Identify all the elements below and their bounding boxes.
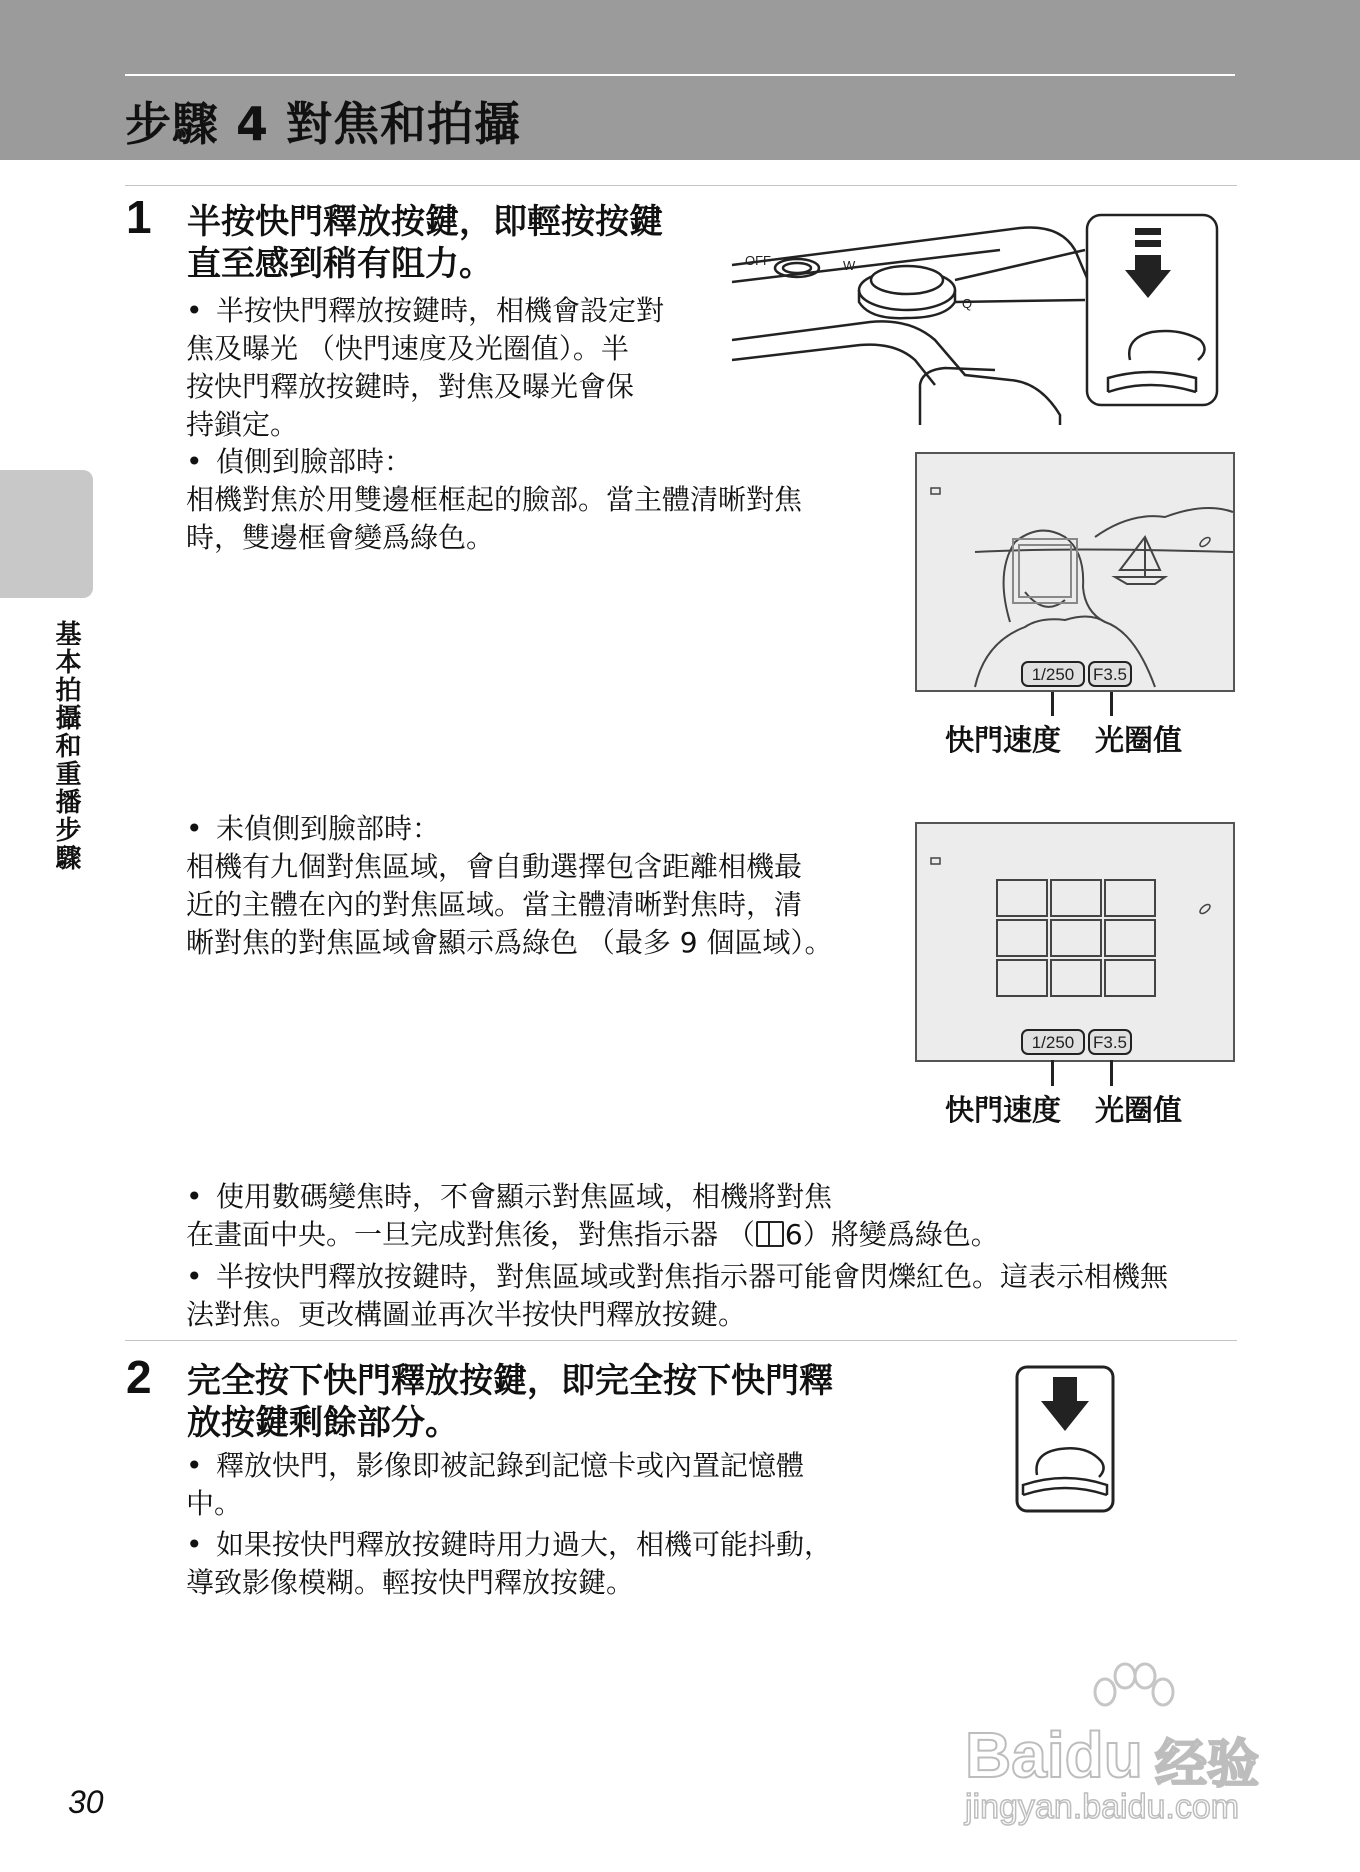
side-tab	[0, 470, 93, 598]
step2-heading	[187, 1360, 833, 1444]
step2-heading-line2: 放按鍵剩餘部分。	[187, 1403, 459, 1443]
full-press-illustration	[1015, 1365, 1115, 1513]
page-title: 步驟 4 對焦和拍攝	[125, 97, 522, 151]
step1-heading-line1: 半按快門釋放按鍵，即輕按按鍵	[187, 202, 663, 242]
camera-q-label: Q	[962, 296, 973, 311]
aperture-caption: 光圈值	[1095, 723, 1183, 757]
page-number: 30	[68, 1784, 104, 1820]
shutter-speed-caption: 快門速度	[945, 723, 1062, 757]
shutter-speed-readout: 1/250	[1031, 665, 1075, 684]
aperture-readout: F3.5	[1092, 1033, 1128, 1052]
bullet-dot: •	[186, 1180, 203, 1213]
nine-area-focus-screen	[915, 822, 1235, 1062]
step2-heading-line1: 完全按下快門釋放按鍵，即完全按下快門釋	[187, 1361, 833, 1401]
watermark-url: jingyan.baidu.com	[965, 1788, 1240, 1826]
bullet-dot: •	[186, 294, 203, 327]
step1-bullet-5: • 半按快門釋放按鍵時，對焦區域或對焦指示器可能會閃爍紅色。這表示相機無 法對焦。更改構圖並再次半按快門釋放按鍵。	[186, 1260, 1169, 1331]
step2-bullet-1: • 釋放快門，影像即被記錄到記憶卡或內置記憶體 中。	[186, 1449, 805, 1520]
watermark-brand: Baidu	[965, 1719, 1143, 1791]
shutter-speed-caption: 快門速度	[945, 1093, 1062, 1127]
step1-bullet-1: • 半按快門釋放按鍵時，相機會設定對 焦及曝光 （快門速度及光圈值）。半 按快門釋放按鍵時，對焦及曝光會保 持鎖定。	[186, 294, 665, 441]
camera-w-label: W	[843, 258, 856, 273]
shutter-speed-readout: 1/250	[1031, 1033, 1075, 1052]
header-rule	[125, 74, 1235, 76]
step2-bullet-2: • 如果按快門釋放按鍵時用力過大，相機可能抖動， 導致影像模糊。輕按快門釋放按鍵。	[186, 1528, 833, 1599]
camera-half-press-illustration	[730, 210, 1240, 425]
bullet-dot: •	[186, 812, 203, 845]
book-icon	[756, 1221, 784, 1247]
bullet-dot: •	[186, 1260, 203, 1293]
bullet-dot: •	[186, 1449, 203, 1482]
camera-off-label: OFF	[745, 253, 771, 268]
step1-bullet-4: • 使用數碼變焦時，不會顯示對焦區域，相機將對焦 在畫面中央。一旦完成對焦後，對焦指示器 （ 6）將變爲綠色。	[186, 1180, 999, 1251]
side-tab-label: 基本拍攝和重播步驟	[51, 620, 81, 872]
aperture-readout: F3.5	[1092, 665, 1128, 684]
bullet-dot: •	[186, 445, 203, 478]
step1-heading	[187, 201, 663, 285]
step2-number: 2	[126, 1351, 152, 1403]
step1-number: 1	[126, 191, 152, 243]
shutter-pointer-line	[1051, 1060, 1054, 1086]
step1-heading-line2: 直至感到稍有阻力。	[187, 244, 493, 284]
aperture-caption: 光圈值	[1095, 1093, 1183, 1127]
bullet-dot: •	[186, 1528, 203, 1561]
shutter-pointer-line	[1051, 692, 1054, 716]
divider-top	[125, 185, 1237, 186]
watermark-jingyan: 经验	[1155, 1735, 1260, 1795]
aperture-pointer-line	[1110, 692, 1113, 716]
divider-step2	[125, 1340, 1237, 1341]
face-detection-screen	[915, 452, 1235, 692]
step1-bullet-3: • 未偵側到臉部時： 相機有九個對焦區域，會自動選擇包含距離相機最 近的主體在內的對焦區域。當主體清晰對焦時，清 晰對焦的對焦區域會顯示爲綠色 （最多 9 個區域）。	[186, 812, 833, 959]
step1-bullet-2: • 偵側到臉部時： 相機對焦於用雙邊框框起的臉部。當主體清晰對焦 時，雙邊框會變爲綠色。	[186, 445, 803, 554]
aperture-pointer-line	[1110, 1060, 1113, 1086]
